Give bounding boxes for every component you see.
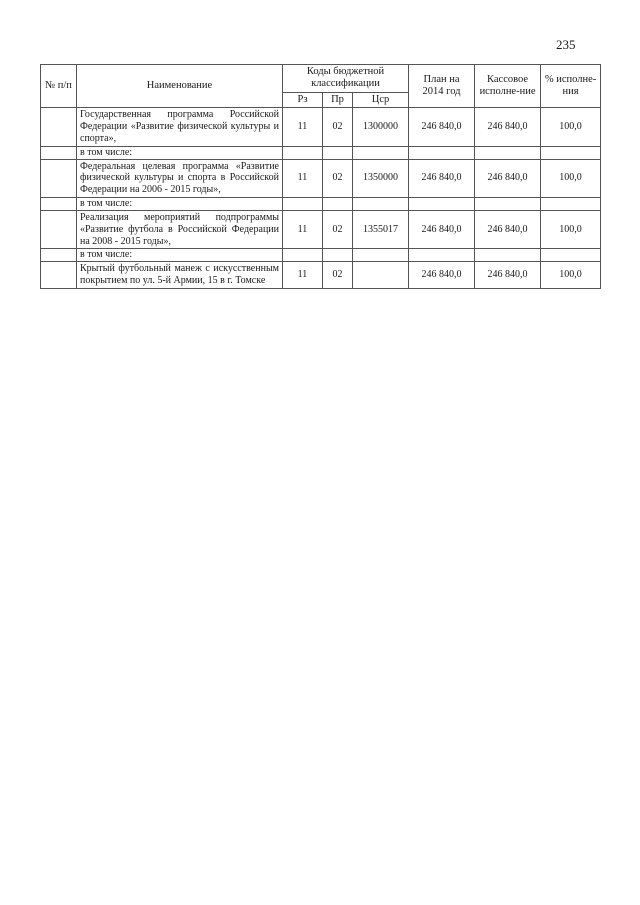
table-row: [41, 159, 601, 197]
cell-tser: 1350000: [353, 159, 409, 197]
cell-num: [41, 159, 77, 197]
cell-tser: 1300000: [353, 108, 409, 146]
subheader-row: [41, 146, 601, 159]
page-number: 235: [556, 37, 576, 52]
header-cash: Кассовое исполне-ние: [475, 65, 541, 108]
cell-cash: 246 840,0: [475, 210, 541, 248]
cell-name: Реализация мероприятий подпрограммы «Развитие футбола в Российской Федерации на 2008 - 2015 годы»,: [77, 210, 283, 248]
subheader-label: в том числе:: [77, 197, 283, 210]
cell-rz: 11: [283, 159, 323, 197]
cell-num: [41, 108, 77, 146]
cell-tser: 1355017: [353, 210, 409, 248]
cell-cash: 246 840,0: [475, 159, 541, 197]
cell-rz: 11: [283, 108, 323, 146]
header-pr: Пр: [323, 92, 353, 107]
cell-pr: 02: [323, 108, 353, 146]
cell-rz: 11: [283, 262, 323, 289]
header-num: № п/п: [41, 65, 77, 108]
cell-name: Крытый футбольный манеж с искусственным покрытием по ул. 5-й Армии, 15 в г. Томске: [77, 262, 283, 289]
cell-num: [41, 210, 77, 248]
budget-table: [40, 64, 601, 289]
cell-num: [41, 262, 77, 289]
cell-cash: 246 840,0: [475, 108, 541, 146]
header-tser: Цср: [353, 92, 409, 107]
table-row: [41, 262, 601, 289]
header-name: Наименование: [77, 65, 283, 108]
cell-plan: 246 840,0: [409, 262, 475, 289]
subheader-row: [41, 249, 601, 262]
cell-cash: 246 840,0: [475, 262, 541, 289]
cell-pr: 02: [323, 210, 353, 248]
cell-plan: 246 840,0: [409, 210, 475, 248]
cell-plan: 246 840,0: [409, 159, 475, 197]
cell-pr: 02: [323, 262, 353, 289]
cell-name: Федеральная целевая программа «Развитие физической культуры и спорта в Российской Федерации на 2006 - 2015 годы»,: [77, 159, 283, 197]
subheader-row: [41, 197, 601, 210]
cell-rz: 11: [283, 210, 323, 248]
table-row: [41, 210, 601, 248]
header-codes: Коды бюджетной классификации: [283, 65, 409, 93]
cell-percent: 100,0: [541, 159, 601, 197]
subheader-label: в том числе:: [77, 146, 283, 159]
header-rz: Рз: [283, 92, 323, 107]
cell-name: Государственная программа Российской Федерации «Развитие физической культуры и спорта»,: [77, 108, 283, 146]
cell-pr: 02: [323, 159, 353, 197]
cell-plan: 246 840,0: [409, 108, 475, 146]
header-plan: План на 2014 год: [409, 65, 475, 108]
cell-percent: 100,0: [541, 262, 601, 289]
header-row: [41, 65, 601, 93]
cell-percent: 100,0: [541, 108, 601, 146]
subheader-label: в том числе:: [77, 249, 283, 262]
cell-percent: 100,0: [541, 210, 601, 248]
table-row: [41, 108, 601, 146]
header-percent: % исполне-ния: [541, 65, 601, 108]
cell-tser: [353, 262, 409, 289]
